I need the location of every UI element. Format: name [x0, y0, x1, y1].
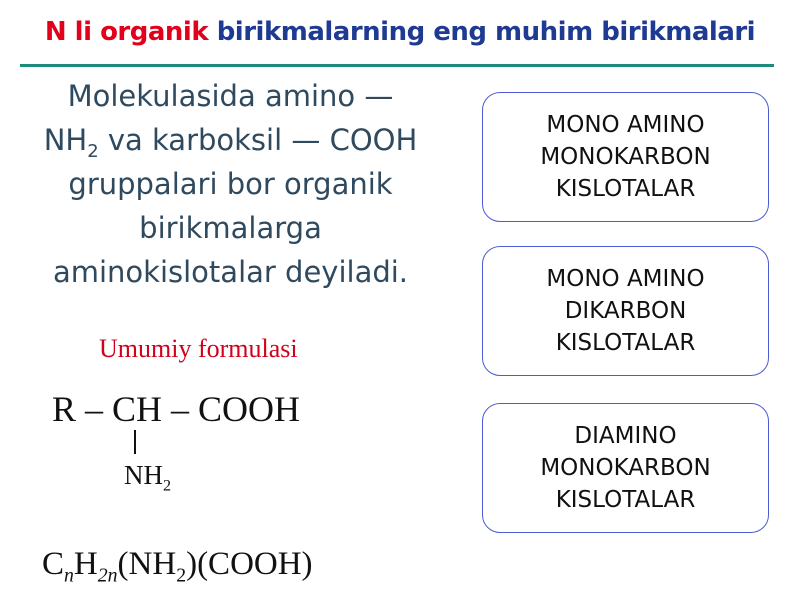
definition-line-4: birikmalarga [139, 211, 322, 245]
general-n: n [64, 564, 74, 587]
class-box-line: DIAMINO [574, 423, 677, 449]
structural-formula: R – CH – COOH [52, 389, 301, 429]
amino-base: NH [124, 460, 163, 490]
carboxyl-text: va karboksil — COOH [98, 123, 418, 157]
general-c: C [42, 546, 65, 582]
formula-amino-group [124, 458, 172, 495]
slide-title [0, 12, 800, 52]
class-box-line: KISLOTALAR [555, 176, 696, 202]
amino-subscript: 2 [163, 476, 172, 495]
title-highlight: N li organik [44, 17, 209, 47]
formula-bond-line [134, 430, 136, 454]
class-box-diamino-monokarbon [482, 403, 769, 533]
title-rest: birikmalarning eng muhim birikmalari [216, 17, 756, 47]
general-2n: 2n [97, 564, 118, 587]
class-box-line: KISLOTALAR [555, 330, 696, 356]
general-cooh: )(COOH) [186, 546, 313, 582]
nh-subscript: 2 [87, 140, 99, 162]
nh-text: NH [43, 123, 88, 157]
class-box-line: MONO AMINO [546, 266, 705, 292]
class-box-line: KISLOTALAR [555, 487, 696, 513]
class-box-line: MONOKARBON [540, 144, 711, 170]
class-box-line: MONO AMINO [546, 112, 705, 138]
formula-caption: Umumiy formulasi [99, 334, 298, 363]
class-box-line: DIKARBON [564, 298, 687, 324]
general-nh: (NH [117, 546, 177, 582]
general-sub2: 2 [176, 564, 187, 587]
definition-text [8, 74, 453, 294]
title-divider [20, 64, 774, 67]
definition-line-2 [8, 118, 453, 162]
definition-line-1: Molekulasida amino — [67, 79, 394, 113]
definition-line-5: aminokislotalar deyiladi. [52, 255, 409, 289]
general-h: H [73, 546, 98, 582]
general-formula [42, 542, 313, 586]
class-box-mono-amino-monokarbon [482, 92, 769, 222]
definition-line-3: gruppalari bor organik [68, 167, 393, 201]
class-box-line: MONOKARBON [540, 455, 711, 481]
class-box-mono-amino-dikarbon [482, 246, 769, 376]
